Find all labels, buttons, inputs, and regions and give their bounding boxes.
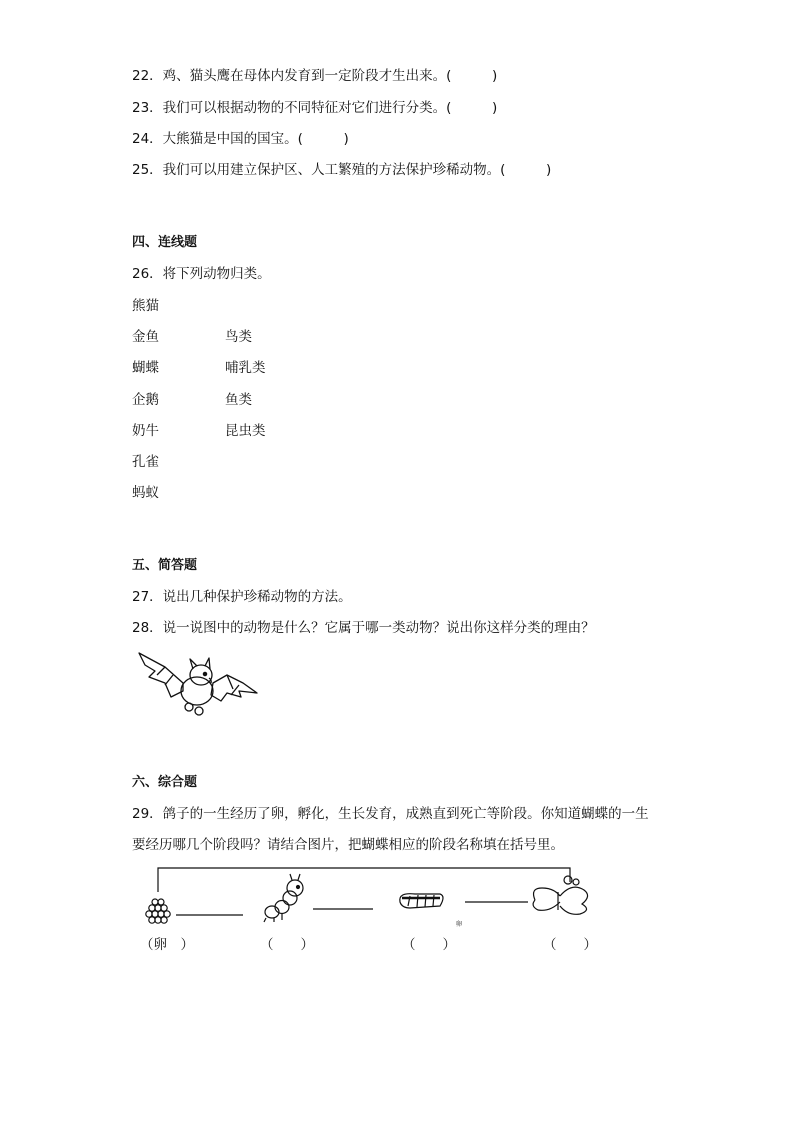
category-mammals: 哺乳类 [225,360,266,376]
section-heading-short-answer: 五、简答题 [132,558,198,573]
stage-label-egg: （卵 ） [140,937,194,953]
egg-stage-icon [146,899,170,923]
question-22: 22．鸡、猫头鹰在母体内发育到一定阶段才生出来。( ) [132,68,498,84]
question-29-line-1: 29．鸽子的一生经历了卵，孵化，生长发育，成熟直到死亡等阶段。你知道蝴蝶的一生 [132,806,649,822]
stage-label-blank-1[interactable]: （ ） [260,937,314,953]
animal-butterfly: 蝴蝶 [132,360,159,376]
question-23: 23．我们可以根据动物的不同特征对它们进行分类。( ) [132,100,498,116]
animal-goldfish: 金鱼 [132,329,159,345]
category-fish: 鱼类 [225,392,252,408]
stage-label-blank-2[interactable]: （ ） [402,937,456,953]
category-insects: 昆虫类 [225,423,266,439]
section-heading-comprehensive: 六、综合题 [132,775,198,790]
animal-penguin: 企鹅 [132,392,159,408]
question-24: 24．大熊猫是中国的国宝。( ) [132,131,349,147]
question-25: 25．我们可以用建立保护区、人工繁殖的方法保护珍稀动物。( ) [132,162,552,178]
tiny-egg-mark: 卵 [456,921,463,928]
bat-illustration [135,645,260,720]
question-29-line-2: 要经历哪几个阶段吗？请结合图片，把蝴蝶相应的阶段名称填在括号里。 [132,837,564,853]
section-heading-matching: 四、连线题 [132,235,198,250]
butterfly-life-cycle-diagram [140,862,610,932]
pupa-stage-icon [400,894,443,908]
animal-peacock: 孔雀 [132,454,159,470]
larva-stage-icon [264,874,303,922]
animal-panda: 熊猫 [132,298,159,314]
stage-label-blank-3[interactable]: （ ） [543,937,597,953]
question-26: 26．将下列动物归类。 [132,266,271,282]
animal-ant: 蚂蚁 [132,485,159,501]
category-birds: 鸟类 [225,329,252,345]
question-27: 27．说出几种保护珍稀动物的方法。 [132,589,352,605]
animal-cow: 奶牛 [132,423,159,439]
adult-stage-icon [533,876,587,914]
question-28: 28．说一说图中的动物是什么？它属于哪一类动物？说出你这样分类的理由？ [132,620,595,636]
